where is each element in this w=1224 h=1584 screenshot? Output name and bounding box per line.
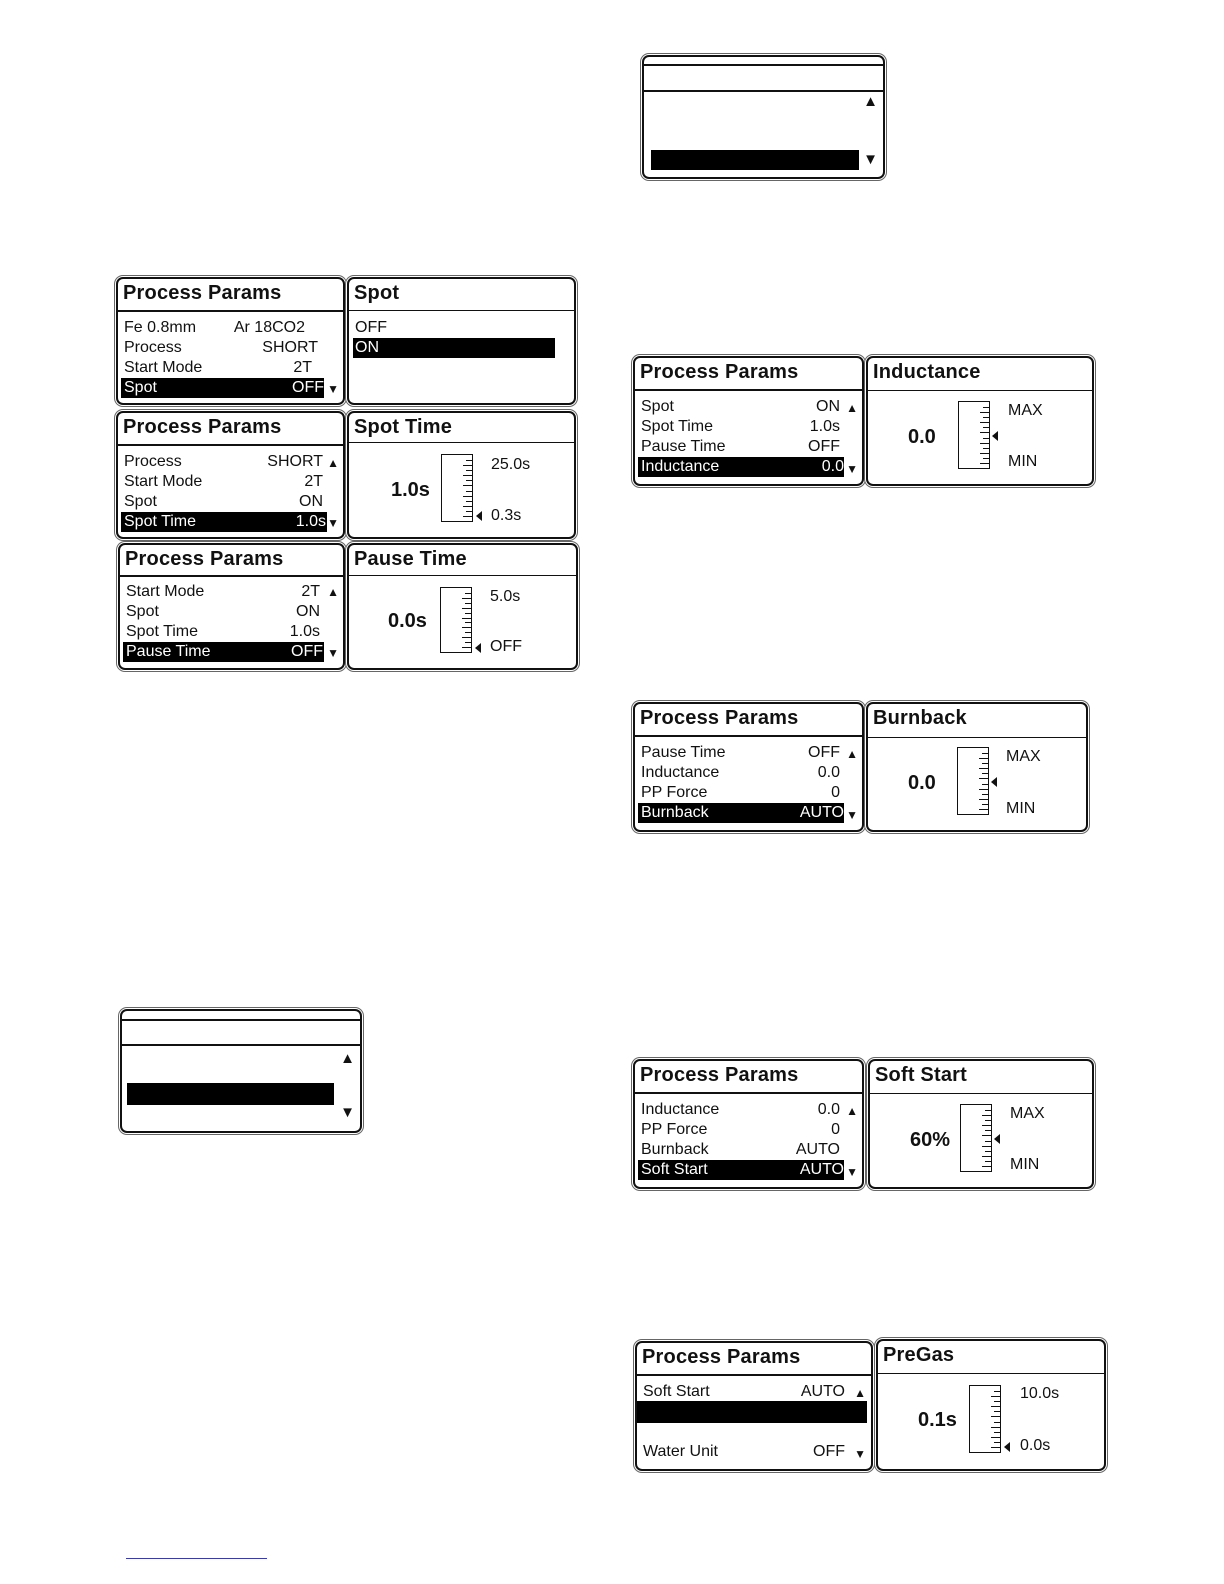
menu-row-selected[interactable] <box>637 1401 867 1423</box>
menu-row-selected[interactable] <box>638 457 844 477</box>
scale-tick <box>462 598 471 599</box>
scale-tick <box>994 1411 1000 1412</box>
scale-tick <box>982 1115 991 1116</box>
scale-tick <box>994 1391 1000 1392</box>
menu-row[interactable] <box>638 1120 843 1140</box>
row-label: Spot <box>124 493 157 510</box>
scale-min-label: OFF <box>490 638 522 655</box>
scale-tick <box>991 1396 1000 1397</box>
title-rule <box>635 1092 862 1094</box>
scale-tick <box>982 753 988 754</box>
scale-tick <box>982 794 988 795</box>
scale-tick <box>983 407 989 408</box>
row-value: 1.0s <box>289 623 320 640</box>
title-rule <box>878 1373 1104 1374</box>
row-label: Spot Time <box>124 513 197 530</box>
arrow-down-icon: ▼ <box>863 151 878 168</box>
scale-tick <box>465 642 471 643</box>
title-rule <box>868 737 1086 738</box>
arrow-up-icon: ▲ <box>846 747 858 761</box>
value-pointer-icon <box>994 1134 1000 1144</box>
blank-lcd-panel-middle <box>120 1009 362 1133</box>
menu-row-selected[interactable] <box>638 803 844 823</box>
scale-tick <box>985 1151 991 1152</box>
menu-row[interactable] <box>121 358 321 378</box>
scale-tick <box>466 501 472 502</box>
menu-row[interactable] <box>638 397 843 417</box>
scale-tick <box>980 443 989 444</box>
value-pointer-icon <box>992 431 998 441</box>
scale-tick <box>983 427 989 428</box>
scale-tick <box>994 1432 1000 1433</box>
menu-row[interactable] <box>640 1442 848 1462</box>
menu-title: Process Params <box>640 1064 799 1086</box>
menu-row-selected[interactable] <box>121 512 327 532</box>
row-label: Inductance <box>641 458 720 475</box>
arrow-down-icon: ▼ <box>327 382 339 396</box>
value-pointer-icon <box>476 511 482 521</box>
row-label: Pause Time <box>641 438 726 455</box>
scale-tick <box>463 506 472 507</box>
row-label: PP Force <box>641 784 708 801</box>
scale-tick <box>462 627 471 628</box>
menu-row-selected[interactable] <box>638 1160 844 1180</box>
menu-row[interactable] <box>121 472 326 492</box>
scale-tick <box>983 458 989 459</box>
row-value: OFF <box>813 1443 845 1460</box>
menu-title: Process Params <box>123 416 282 438</box>
scale-min-label: 0.3s <box>491 507 522 524</box>
row-value: OFF <box>808 438 840 455</box>
process-params-menu <box>633 356 864 486</box>
scale-tick <box>465 613 471 614</box>
row-value: AUTO <box>800 1383 845 1400</box>
value-pointer-icon <box>475 643 481 653</box>
row-value: 1.0s <box>295 513 326 530</box>
detail-title: Burnback <box>873 707 967 729</box>
menu-row-selected[interactable] <box>123 642 324 662</box>
row-value: 0 <box>831 784 840 801</box>
row-label: Spot <box>124 379 157 396</box>
scale-tick <box>462 618 471 619</box>
scale-max-label: MAX <box>1006 748 1041 765</box>
title-rule <box>870 1093 1092 1094</box>
current-value: 60% <box>910 1129 951 1151</box>
scale-tick <box>982 763 988 764</box>
arrow-up-icon: ▲ <box>846 1104 858 1118</box>
detail-title: Spot Time <box>354 416 453 438</box>
scale-max-label: MAX <box>1010 1105 1045 1122</box>
selected-row-bar <box>127 1083 334 1105</box>
title-rule <box>118 444 343 446</box>
row-value: AUTO <box>795 1141 840 1158</box>
scale-tick <box>991 1406 1000 1407</box>
menu-row[interactable] <box>638 417 843 437</box>
scale-min-label: MIN <box>1006 800 1036 817</box>
detail-title: Inductance <box>873 361 981 383</box>
value-scale <box>969 1385 1001 1453</box>
arrow-up-icon: ▲ <box>854 1386 866 1400</box>
menu-row[interactable] <box>638 1100 843 1120</box>
scale-tick <box>463 516 472 517</box>
menu-title: Process Params <box>125 548 284 570</box>
row-label: Inductance <box>641 1101 720 1118</box>
menu-row[interactable] <box>638 783 843 803</box>
inductance-panel <box>866 356 1094 486</box>
row-label: PP Force <box>641 1121 708 1138</box>
scale-tick <box>991 1447 1000 1448</box>
scale-tick <box>980 463 989 464</box>
scale-tick <box>466 470 472 471</box>
title-rule <box>120 575 343 577</box>
scale-tick <box>985 1120 991 1121</box>
scale-tick <box>983 448 989 449</box>
scale-tick <box>980 453 989 454</box>
arrow-down-icon: ▼ <box>846 808 858 822</box>
value-scale <box>957 747 989 815</box>
scale-tick <box>982 784 988 785</box>
title-rule <box>349 442 574 443</box>
scale-tick <box>991 1437 1000 1438</box>
menu-row-selected[interactable] <box>121 378 324 398</box>
row-value: AUTO <box>799 1161 844 1178</box>
current-value: 0.0 <box>908 426 936 448</box>
value-scale <box>441 454 473 522</box>
current-value: 0.1s <box>918 1409 957 1431</box>
title-rule <box>122 1044 360 1046</box>
title-rule <box>644 64 883 66</box>
scale-tick <box>465 593 471 594</box>
scale-tick <box>980 422 989 423</box>
title-rule <box>349 310 574 311</box>
row-label: Spot <box>126 603 159 620</box>
title-rule <box>635 735 862 737</box>
process-params-menu <box>635 1341 873 1471</box>
scale-tick <box>982 1166 991 1167</box>
arrow-down-icon: ▼ <box>854 1447 866 1461</box>
scale-tick <box>985 1161 991 1162</box>
wire-info: Fe 0.8mm <box>124 319 197 336</box>
scale-tick <box>991 1427 1000 1428</box>
row-value: 0.0 <box>821 458 844 475</box>
process-params-menu <box>116 277 345 405</box>
scale-tick <box>979 789 988 790</box>
scale-tick <box>979 799 988 800</box>
menu-row[interactable] <box>121 338 321 358</box>
arrow-up-icon: ▲ <box>340 1050 355 1067</box>
row-label: Start Mode <box>124 359 203 376</box>
soft-start-panel <box>868 1059 1094 1189</box>
scale-tick <box>980 432 989 433</box>
scale-tick <box>985 1110 991 1111</box>
process-params-menu <box>118 543 345 670</box>
arrow-down-icon: ▼ <box>327 516 339 530</box>
scale-tick <box>462 608 471 609</box>
value-pointer-icon <box>991 777 997 787</box>
row-value: OFF <box>292 379 324 396</box>
title-rule <box>635 389 862 391</box>
row-value: SHORT <box>267 453 323 470</box>
menu-title: Process Params <box>642 1346 801 1368</box>
pregas-panel <box>876 1339 1106 1471</box>
burnback-panel <box>866 702 1088 832</box>
arrow-down-icon: ▼ <box>846 1165 858 1179</box>
row-value: 0 <box>831 1121 840 1138</box>
title-rule <box>118 310 343 312</box>
row-label: Start Mode <box>126 583 205 600</box>
pause-time-panel <box>347 543 578 670</box>
scale-max-label: 25.0s <box>491 456 531 473</box>
row-value: OFF <box>291 643 323 660</box>
scale-min-label: MIN <box>1008 453 1038 470</box>
menu-row[interactable] <box>123 602 323 622</box>
scale-tick <box>982 773 988 774</box>
header-row <box>121 318 321 338</box>
arrow-down-icon: ▼ <box>846 462 858 476</box>
row-label: Burnback <box>641 1141 709 1158</box>
arrow-up-icon: ▲ <box>863 93 878 110</box>
spot-option-panel <box>347 277 576 405</box>
current-value: 0.0 <box>908 772 936 794</box>
scale-tick <box>994 1442 1000 1443</box>
scale-tick <box>466 460 472 461</box>
selected-row-bar <box>651 150 859 170</box>
scale-min-label: MIN <box>1010 1156 1040 1173</box>
menu-title: Process Params <box>640 361 799 383</box>
title-rule <box>644 90 883 92</box>
row-label: Inductance <box>641 764 720 781</box>
process-params-menu <box>633 1059 864 1189</box>
spot-time-panel <box>347 411 576 539</box>
menu-row[interactable] <box>123 582 323 602</box>
scale-tick <box>985 1141 991 1142</box>
arrow-up-icon: ▲ <box>846 401 858 415</box>
value-scale <box>960 1104 992 1172</box>
title-rule <box>637 1374 871 1376</box>
scale-max-label: 5.0s <box>490 588 521 605</box>
scale-max-label: 10.0s <box>1020 1385 1060 1402</box>
row-value: ON <box>299 493 323 510</box>
scale-tick <box>463 475 472 476</box>
scale-tick <box>985 1130 991 1131</box>
row-value: 0.0 <box>817 1101 840 1118</box>
row-value: 2T <box>301 583 320 600</box>
row-label: Spot <box>641 398 674 415</box>
menu-row[interactable] <box>123 622 323 642</box>
scale-tick <box>466 491 472 492</box>
scale-tick <box>462 647 471 648</box>
scale-tick <box>465 622 471 623</box>
scale-tick <box>463 465 472 466</box>
scale-tick <box>466 480 472 481</box>
row-label: Soft Start <box>643 1383 710 1400</box>
menu-row[interactable] <box>638 1140 843 1160</box>
row-label: Start Mode <box>124 473 203 490</box>
value-pointer-icon <box>1004 1442 1010 1452</box>
row-label: Water Unit <box>643 1443 718 1460</box>
scale-tick <box>463 485 472 486</box>
arrow-down-icon: ▼ <box>327 646 339 660</box>
option-on-selected[interactable]: ON <box>353 338 555 358</box>
footnote-rule <box>126 1558 267 1559</box>
row-value: OFF <box>808 744 840 761</box>
row-value: 2T <box>304 473 323 490</box>
row-value: 0.0 <box>817 764 840 781</box>
row-label: Spot Time <box>641 418 714 435</box>
menu-row[interactable] <box>121 452 326 472</box>
blank-lcd-panel-top <box>642 55 885 179</box>
row-value: AUTO <box>799 804 844 821</box>
menu-row[interactable] <box>121 492 326 512</box>
menu-row[interactable] <box>640 1382 848 1402</box>
row-value: SHORT <box>262 339 318 356</box>
scale-tick <box>979 809 988 810</box>
row-value: 1.0s <box>809 418 840 435</box>
scale-min-label: 0.0s <box>1020 1437 1051 1454</box>
title-rule <box>868 390 1092 391</box>
scale-tick <box>982 1125 991 1126</box>
row-value: 2T <box>293 359 312 376</box>
current-value: 0.0s <box>388 610 427 632</box>
scale-max-label: MAX <box>1008 402 1043 419</box>
process-params-menu <box>633 702 864 832</box>
scale-tick <box>983 417 989 418</box>
menu-row[interactable] <box>638 763 843 783</box>
scale-tick <box>979 778 988 779</box>
scale-tick <box>982 1156 991 1157</box>
row-label: Burnback <box>641 804 709 821</box>
row-label: Process <box>124 339 182 356</box>
row-value: ON <box>296 603 320 620</box>
scale-tick <box>462 637 471 638</box>
row-label: Pause Time <box>126 643 211 660</box>
scale-tick <box>465 603 471 604</box>
scale-tick <box>982 1146 991 1147</box>
arrow-up-icon: ▲ <box>327 456 339 470</box>
option-off[interactable]: OFF <box>355 319 387 336</box>
scale-tick <box>465 632 471 633</box>
scale-tick <box>991 1416 1000 1417</box>
process-params-menu <box>116 411 345 539</box>
scale-tick <box>994 1401 1000 1402</box>
detail-title: Pause Time <box>354 548 467 570</box>
menu-title: Process Params <box>123 282 282 304</box>
scale-tick <box>466 511 472 512</box>
scale-tick <box>980 412 989 413</box>
current-value: 1.0s <box>391 479 430 501</box>
scale-tick <box>982 1135 991 1136</box>
row-label: Pause Time <box>641 744 726 761</box>
row-label: Soft Start <box>641 1161 708 1178</box>
title-rule <box>349 575 576 576</box>
scale-tick <box>994 1422 1000 1423</box>
value-scale <box>440 587 472 653</box>
arrow-up-icon: ▲ <box>327 585 339 599</box>
menu-title: Process Params <box>640 707 799 729</box>
scale-tick <box>463 496 472 497</box>
menu-row[interactable] <box>638 437 843 457</box>
value-scale <box>958 401 990 469</box>
gas-info: Ar 18CO2 <box>233 319 305 336</box>
row-label: Spot Time <box>126 623 199 640</box>
menu-row[interactable] <box>638 743 843 763</box>
row-value: ON <box>816 398 840 415</box>
title-rule <box>122 1019 360 1021</box>
scale-tick <box>979 768 988 769</box>
row-label: Process <box>124 453 182 470</box>
detail-title: Soft Start <box>875 1064 967 1086</box>
scale-tick <box>979 758 988 759</box>
scale-tick <box>982 804 988 805</box>
scale-tick <box>983 438 989 439</box>
arrow-down-icon: ▼ <box>340 1104 355 1121</box>
detail-title: PreGas <box>883 1344 955 1366</box>
detail-title: Spot <box>354 282 400 304</box>
